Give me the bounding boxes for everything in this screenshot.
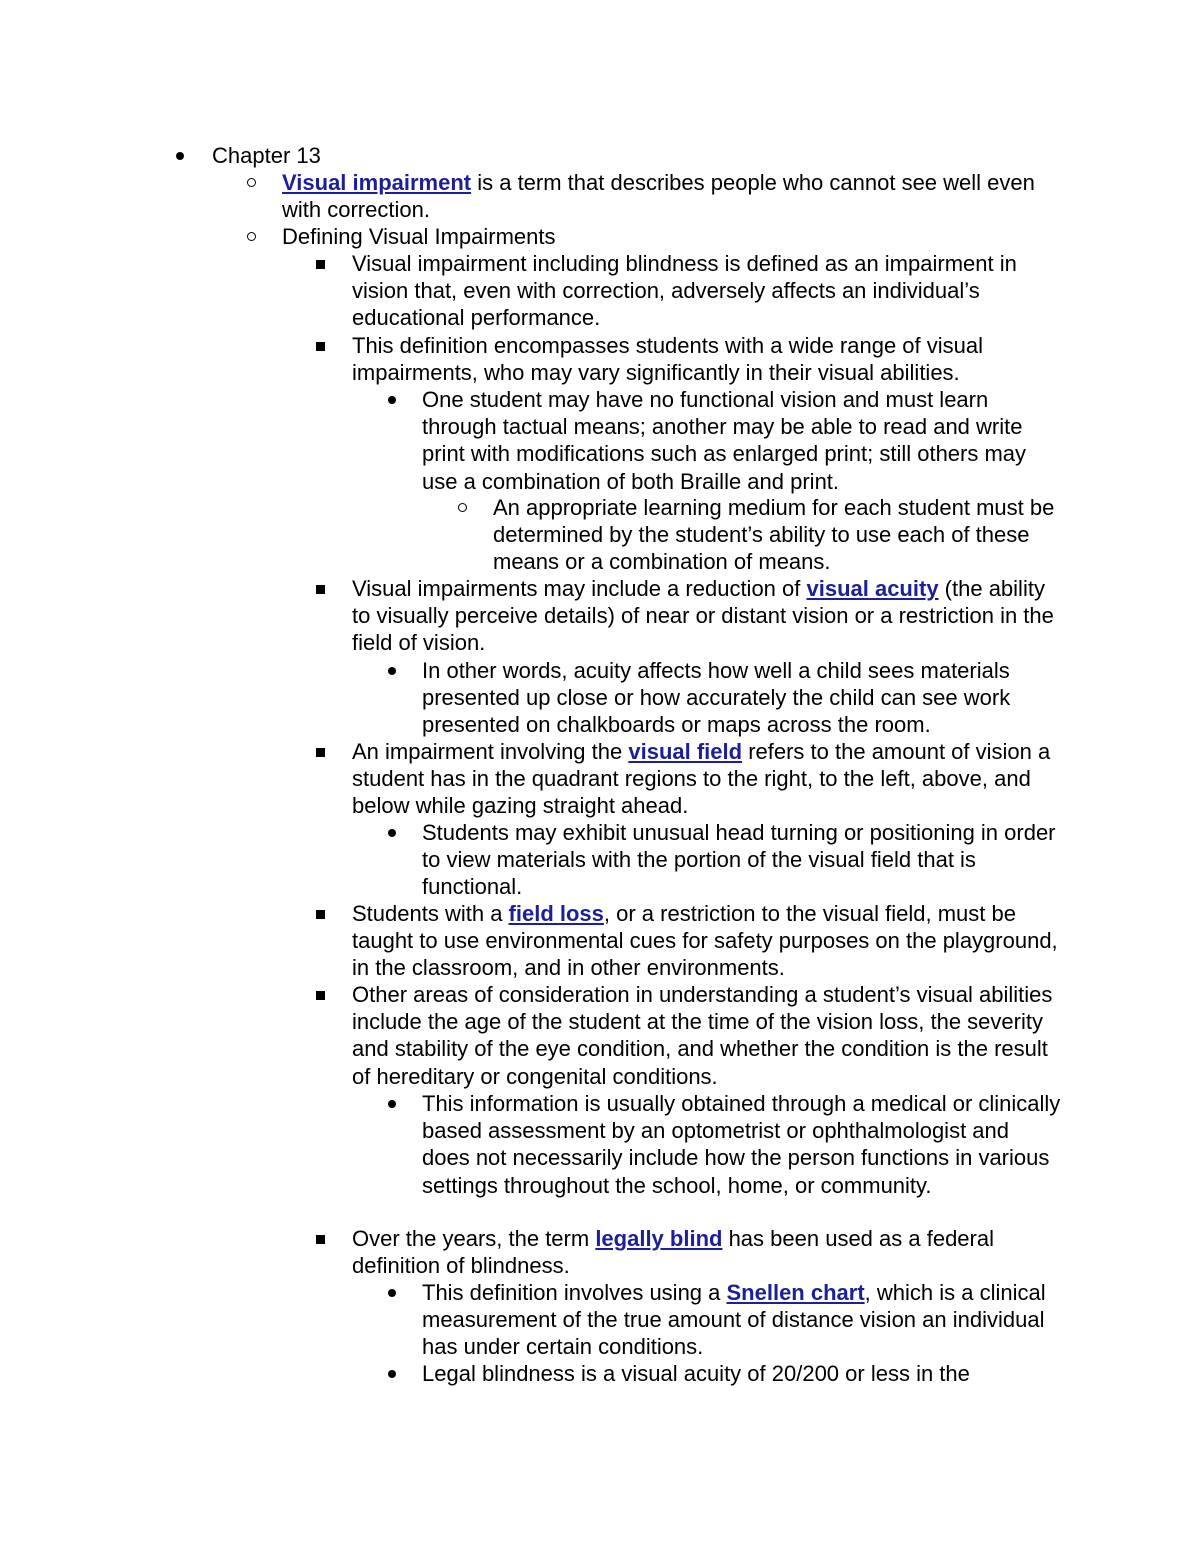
list-item	[352, 332, 1062, 386]
item-text-post: (the ability to visually perceive details) of near or distant vision or a restriction in the field of vision.	[352, 576, 1054, 656]
bullet-disc-icon	[384, 819, 400, 846]
list-item	[422, 386, 1062, 495]
item-text-pre: This definition involves using a	[422, 1280, 727, 1305]
list-item	[352, 981, 1062, 1090]
item-text: An appropriate learning medium for each student must be determined by the student’s ability to use each of these means or a combination of means.	[493, 495, 1055, 575]
item-text-post: , or a restriction to the visual field, must be taught to use environmental cues for safety purposes on the playground, in the classroom, and in other environments.	[352, 901, 1058, 981]
list-item	[493, 494, 1063, 576]
list-item	[352, 1225, 1062, 1279]
bullet-square-icon	[314, 738, 330, 765]
bullet-square-icon	[314, 575, 330, 602]
list-item	[422, 1090, 1062, 1199]
bullet-disc-icon	[384, 1279, 400, 1306]
bullet-disc-icon	[384, 1090, 400, 1117]
term-link-visual-impairment[interactable]: Visual impairment	[282, 170, 472, 195]
term-link-field-loss[interactable]: field loss	[508, 901, 604, 926]
item-text: Defining Visual Impairments	[282, 224, 556, 249]
item-text: In other words, acuity affects how well a child sees materials presented up close or how accurately the child can see work presented on chalkboards or maps across the room.	[422, 658, 1011, 738]
bullet-square-icon	[314, 1225, 330, 1252]
item-text: Visual impairment including blindness is defined as an impairment in vision that, even with correction, adversely affects an individual’s educational performance.	[352, 251, 1017, 331]
item-text: This definition encompasses students with a wide range of visual impairments, who may vary significantly in their visual abilities.	[352, 333, 984, 386]
bullet-square-icon	[314, 332, 330, 359]
item-text-post: refers to the amount of vision a student has in the quadrant regions to the right, to the left, above, and below while gazing straight ahead.	[352, 739, 1051, 819]
item-text: One student may have no functional vision and must learn through tactual means; another may be able to read and write print with modifications such as enlarged print; still others may use a combination of both Braille and print.	[422, 387, 1027, 494]
bullet-disc-icon	[384, 386, 400, 413]
term-link-snellen-chart[interactable]: Snellen chart	[726, 1280, 865, 1305]
list-item	[282, 169, 1062, 223]
item-text: Other areas of consideration in understanding a student’s visual abilities include the age of the student at the time of the vision loss, the severity and stability of the eye condition, and whether the condition is the result of hereditary or congenital conditions.	[352, 982, 1053, 1089]
list-item	[352, 575, 1062, 657]
term-link-visual-field[interactable]: visual field	[628, 739, 743, 764]
bullet-square-icon	[314, 981, 330, 1008]
item-text-pre: Visual impairments may include a reduction of	[352, 576, 807, 601]
item-text-pre: Over the years, the term	[352, 1226, 596, 1251]
bullet-disc-icon	[384, 1360, 400, 1387]
item-text: Legal blindness is a visual acuity of 20/200 or less in the	[422, 1361, 970, 1386]
item-text-pre: An impairment involving the	[352, 739, 629, 764]
list-item	[352, 250, 1062, 332]
bullet-circle-icon	[244, 223, 260, 250]
list-item	[212, 142, 1062, 169]
bullet-circle-icon	[455, 494, 471, 521]
list-item	[352, 900, 1062, 982]
item-text: This information is usually obtained through a medical or clinically based assessment by an optometrist or ophthalmologist and does not necessarily include how the person functions in various settings throughout the school, home, or community.	[422, 1091, 1061, 1198]
list-item	[422, 1360, 1062, 1387]
list-item	[422, 657, 1062, 739]
item-text-pre: Students with a	[352, 901, 509, 926]
item-text: Chapter 13	[212, 143, 321, 168]
list-item	[422, 1279, 1062, 1361]
term-link-legally-blind[interactable]: legally blind	[595, 1226, 723, 1251]
item-text: Students may exhibit unusual head turning or positioning in order to view materials with the portion of the visual field that is functional.	[422, 820, 1056, 900]
bullet-disc-icon	[384, 657, 400, 684]
list-item	[352, 738, 1062, 820]
bullet-square-icon	[314, 900, 330, 927]
list-item	[282, 223, 1062, 250]
bullet-circle-icon	[244, 169, 260, 196]
term-link-visual-acuity[interactable]: visual acuity	[806, 576, 939, 601]
item-text-post: , which is a clinical measurement of the true amount of distance vision an individual has under certain conditions.	[422, 1280, 1046, 1360]
item-text-post: has been used as a federal definition of blindness.	[352, 1226, 994, 1279]
item-text-post: is a term that describes people who cannot see well even with correction.	[282, 170, 1035, 223]
bullet-disc-icon	[172, 142, 188, 169]
bullet-square-icon	[314, 250, 330, 277]
list-item	[422, 819, 1062, 901]
